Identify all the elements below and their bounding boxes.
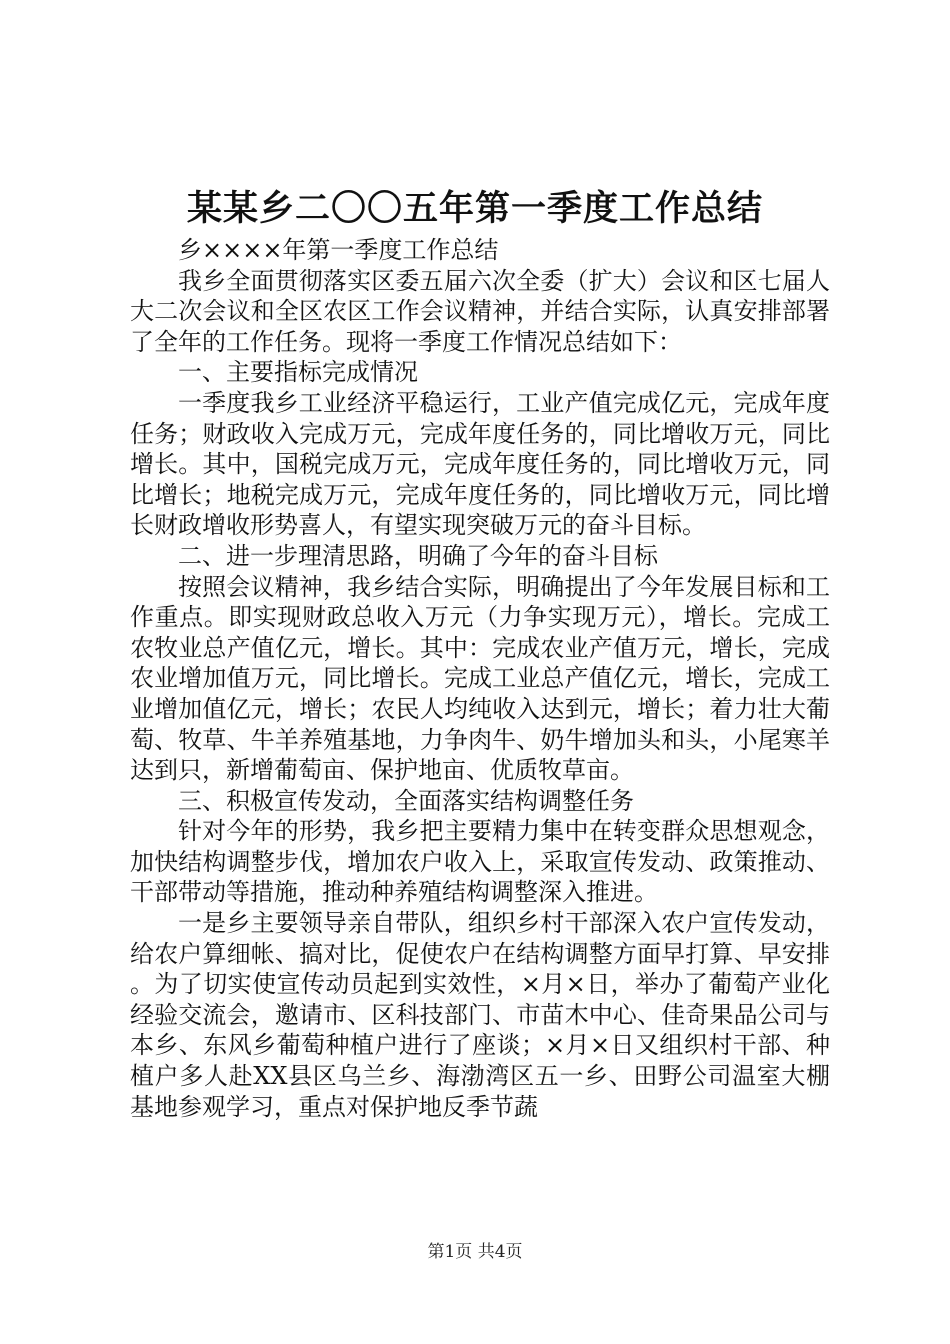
page-footer: 第1页 共4页	[427, 1242, 523, 1262]
section-heading-3: 三、积极宣传发动，全面落实结构调整任务	[178, 786, 634, 815]
paragraph-section-3: 针对今年的形势，我乡把主要精力集中在转变群众思想观念，加快结构调整步伐，增加农户收入上，采取宣传发动、政策推动、干部带动等措施，推动种养殖结构调整深入推进。	[130, 817, 830, 907]
paragraph-intro: 我乡全面贯彻落实区委五届六次全委（扩大）会议和区七届人大二次会议和全区农区工作会议精神，并结合实际，认真安排部署了全年的工作任务。现将一季度工作情况总结如下：	[130, 266, 830, 356]
section-heading-1: 一、主要指标完成情况	[178, 358, 418, 387]
paragraph-subtitle: 乡××××年第一季度工作总结	[178, 236, 499, 264]
document-title: 某某乡二〇〇五年第一季度工作总结	[186, 188, 763, 229]
paragraph-section-3-item-1: 一是乡主要领导亲自带队，组织乡村干部深入农户宣传发动，给农户算细帐、搞对比，促使农户在结构调整方面早打算、早安排。为了切实使宣传动员起到实效性，×月×日，举办了葡萄产业化经验交流会，邀请市、区科技部门、市苗木中心、佳奇果品公司与本乡、东风乡葡萄种植户进行了座谈；×月×日又组织村干部、种植户多人赴XX县区乌兰乡、海渤湾区五一乡、田野公司温室大棚基地参观学习，重点对保护地反季节蔬	[130, 909, 830, 1121]
document-body	[130, 235, 830, 1122]
paragraph-section-2: 按照会议精神，我乡结合实际，明确提出了今年发展目标和工作重点。即实现财政总收入万元（力争实现万元），增长。完成工农牧业总产值亿元，增长。其中：完成农业产值万元，增长，完成农业增加值万元，同比增长。完成工业总产值亿元，增长，完成工业增加值亿元，增长；农民人均纯收入达到元，增长；着力壮大葡萄、牧草、牛羊养殖基地，力争肉牛、奶牛增加头和头，小尾寒羊达到只，新增葡萄亩、保护地亩、优质牧草亩。	[130, 572, 830, 785]
section-heading-2: 二、进一步理清思路，明确了今年的奋斗目标	[178, 541, 658, 570]
paragraph-section-1: 一季度我乡工业经济平稳运行，工业产值完成亿元，完成年度任务；财政收入完成万元，完成年度任务的，同比增收万元，同比增长。其中，国税完成万元，完成年度任务的，同比增收万元，同比增长；地税完成万元，完成年度任务的，同比增收万元，同比增长财政增收形势喜人，有望实现突破万元的奋斗目标。	[130, 388, 830, 540]
